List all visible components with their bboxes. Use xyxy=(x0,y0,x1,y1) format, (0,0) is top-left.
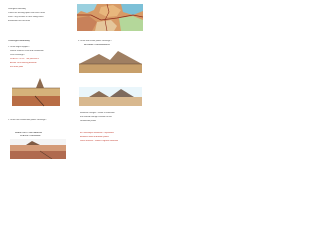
plates-header: WHEN TWO CONTINENTAL xyxy=(15,132,43,134)
right-answer-3: South Everest - World's highest Mountain xyxy=(80,140,119,142)
mountain-diagram-image xyxy=(79,48,142,73)
right-diagram-label: INTENSE CONVERGENCE xyxy=(84,44,110,46)
question-3: 3. What two ocean plates converge? xyxy=(78,40,112,42)
intro-line-1: Divergent Boundary xyxy=(8,8,27,10)
himalaya-diagram-image xyxy=(79,87,142,106)
right-caption-1: Mountain Ranges - some of mountain xyxy=(80,112,115,114)
q1-answer-3: the other plate xyxy=(10,66,24,68)
q1-answer-2: denser crust sinking beneath xyxy=(10,62,37,64)
convergence-diagram-image xyxy=(10,76,62,108)
intro-line-3: Fault - any fracture in rock along which xyxy=(8,16,44,18)
question-2: 2. When two continental plates converge? xyxy=(8,119,47,121)
document-page xyxy=(0,0,149,198)
q1-sub-2: crust converge? xyxy=(10,54,25,56)
right-caption-2: are formed through collision of two xyxy=(80,116,112,118)
question-1: 1. What might happen? xyxy=(8,46,30,48)
q1-sub-1: Where oceanic crust and continental xyxy=(10,50,44,52)
tectonic-map-image xyxy=(77,4,143,31)
right-answer-1: Ex. Himalayan Mountain - separated xyxy=(80,132,114,134)
intro-line-2: Plates are moving apart from each other xyxy=(8,12,46,14)
plates-subheader: PLATES CONVERGE xyxy=(20,135,41,137)
q1-answer-1: SUBDUCTION - The process of xyxy=(10,58,40,60)
right-caption-3: continental plates xyxy=(80,120,97,122)
crust-diagram-image xyxy=(10,139,66,159)
section-title-convergent: Convergent Boundary xyxy=(8,40,30,42)
intro-line-4: movement has occurred xyxy=(8,20,31,22)
right-answer-2: between India and Asian plates xyxy=(80,136,109,138)
